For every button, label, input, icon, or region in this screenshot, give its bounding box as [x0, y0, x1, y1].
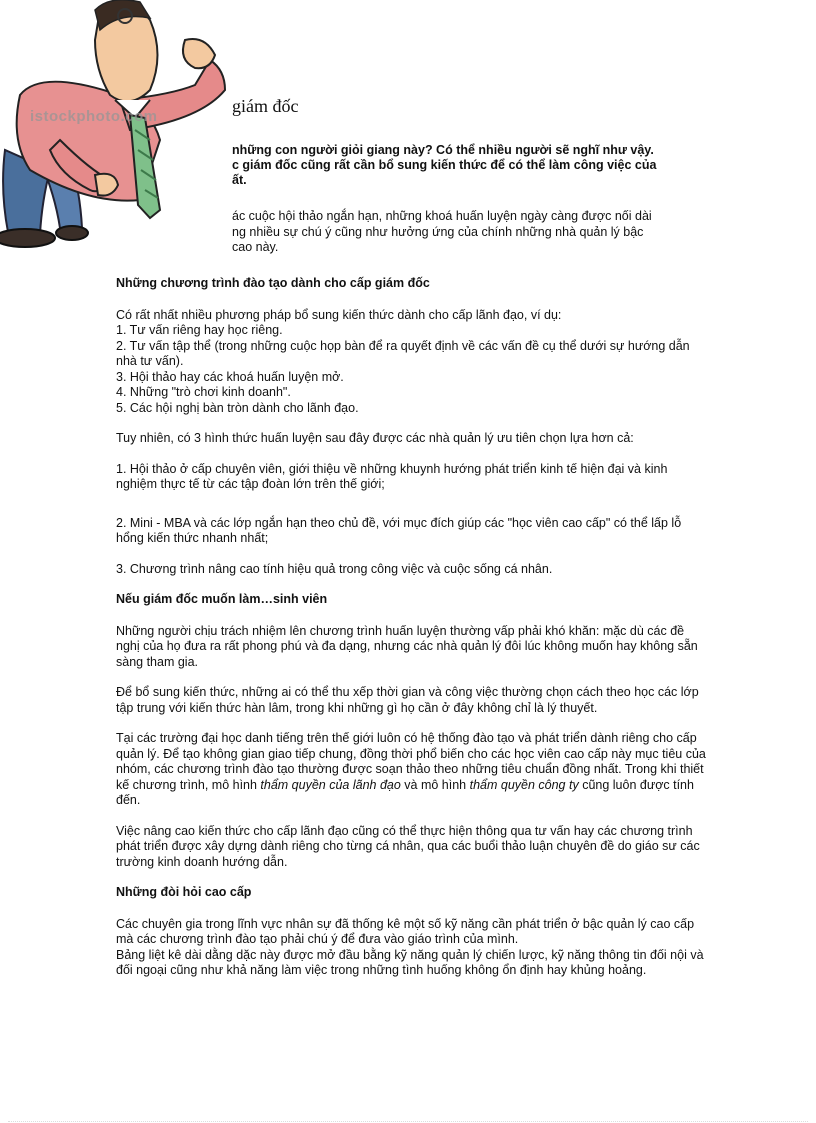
list-item: 4. Những "trò chơi kinh doanh". — [116, 385, 291, 399]
intro-line: ất. — [232, 173, 247, 187]
paragraph: Tuy nhiên, có 3 hình thức huấn luyện sau đây được các nhà quản lý ưu tiên chọn lựa hơn cả: — [116, 431, 634, 445]
list-item: 5. Các hội nghị bàn tròn dành cho lãnh đạo. — [116, 400, 359, 415]
cartoon-businessman-illustration — [0, 0, 232, 252]
section-heading: Những đòi hỏi cao cấp — [116, 885, 252, 899]
second-paragraph — [232, 209, 702, 256]
list-item: 2. Tư vấn tập thể (trong những cuộc họp bàn để ra quyết định về các vấn đề cụ thể dưới sự hướng dẫn nhà tư vấn). — [116, 338, 690, 368]
paragraph: Bảng liệt kê dài dằng dặc này được mở đầu bằng kỹ năng quản lý chiến lược, kỹ năng thông tin đối nội và đối ngoại cũng như khả năng làm việc trong những tình huống không ổn định hay khủng hoảng. — [116, 947, 704, 977]
page-title: giám đốc — [232, 96, 299, 116]
section-heading: Nếu giám đốc muốn làm…sinh viên — [116, 592, 328, 606]
paragraph: Những người chịu trách nhiệm lên chương trình huấn luyện thường vấp phải khó khăn: mặc dù các đề nghị của họ đưa ra rất phong phú và đa dạng, nhưng các nhà quản lý đôi lúc không muốn hay không sẵn sàng tham gia. — [116, 623, 698, 669]
list-item: 1. Tư vấn riêng hay học riêng. — [116, 323, 283, 337]
preferred-item: 2. Mini - MBA và các lớp ngắn hạn theo chủ đề, với mục đích giúp các "học viên cao cấp" có thể lấp lỗ hổng kiến thức nhanh nhất; — [116, 515, 682, 545]
page-divider — [8, 1121, 808, 1122]
list-item: 3. Hội thảo hay các khoá huấn luyện mở. — [116, 369, 344, 384]
paragraph-line: ác cuộc hội thảo ngắn hạn, những khoá huấn luyện ngày càng được nối dài — [232, 209, 652, 223]
intro-line: c giám đốc cũng rất cần bổ sung kiến thức để có thể làm công việc của — [232, 158, 657, 172]
section-heading: Những chương trình đào tạo dành cho cấp giám đốc — [116, 276, 430, 290]
watermark-text: istockphoto.com — [30, 108, 158, 125]
article-body — [116, 276, 706, 994]
paragraph-line: ng nhiều sự chú ý cũng như hưởng ứng của chính những nhà quản lý bậc — [232, 224, 644, 239]
paragraph: Việc nâng cao kiến thức cho cấp lãnh đạo cũng có thể thực hiện thông qua tư vấn hay các chương trình phát triển được xây dựng dành riêng cho từng cá nhân, qua các buổi thảo luận chuyên đề do giáo sư các trường kinh doanh hướng dẫn. — [116, 823, 700, 869]
paragraph-block — [116, 917, 706, 979]
paragraph — [116, 731, 706, 809]
emphasis-text: thẩm quyền của lãnh đạo — [260, 777, 401, 792]
preferred-item: 1. Hội thảo ở cấp chuyên viên, giới thiệu về những khuynh hướng phát triển kinh tế hiện đại và kinh nghiệm thực tế từ các tập đoàn lớn trên thế giới; — [116, 461, 668, 491]
paragraph-line: cao này. — [232, 240, 279, 254]
emphasis-text: thẩm quyền công ty — [469, 777, 579, 792]
text-run: cũng luôn được tính đến. — [116, 777, 694, 807]
paragraph: Các chuyên gia trong lĩnh vực nhân sự đã thống kê một số kỹ năng cần phát triển ở bậc quản lý cao cấp mà các chương trình đào tạo phải chú ý để đưa vào giáo trình của mình. — [116, 916, 695, 946]
intro-line: những con người giỏi giang này? Có thể nhiều người sẽ nghĩ như vậy. — [232, 143, 654, 157]
list-lead: Có rất nhất nhiều phương pháp bổ sung kiến thức dành cho cấp lãnh đạo, ví dụ: — [116, 307, 562, 322]
intro-paragraph — [232, 143, 702, 188]
text-run: và mô hình — [400, 777, 470, 792]
preferred-item: 3. Chương trình nâng cao tính hiệu quả trong công việc và cuộc sống cá nhân. — [116, 561, 553, 576]
paragraph: Để bổ sung kiến thức, những ai có thể thu xếp thời gian và công việc thường chọn cách theo học các lớp tập trung với kiến thức hàn lâm, trong khi những gì họ cần ở đây không chỉ là lý thuyết. — [116, 685, 699, 715]
methods-list — [116, 308, 706, 417]
text-run: Tại các trường đại học danh tiếng trên thế giới luôn có hệ thống đào tạo và phát triển dành riêng cho cấp quản lý. Để tạo không gian giao tiếp chung, đồng thời phổ biến cho các học viên cao cấp này mục tiêu của nhóm, các chương trình đào tạo thường được soạn thảo theo những tiêu chuẩn đồng nhất. Trong khi thiết kế chương trình, mô hình — [116, 731, 706, 792]
